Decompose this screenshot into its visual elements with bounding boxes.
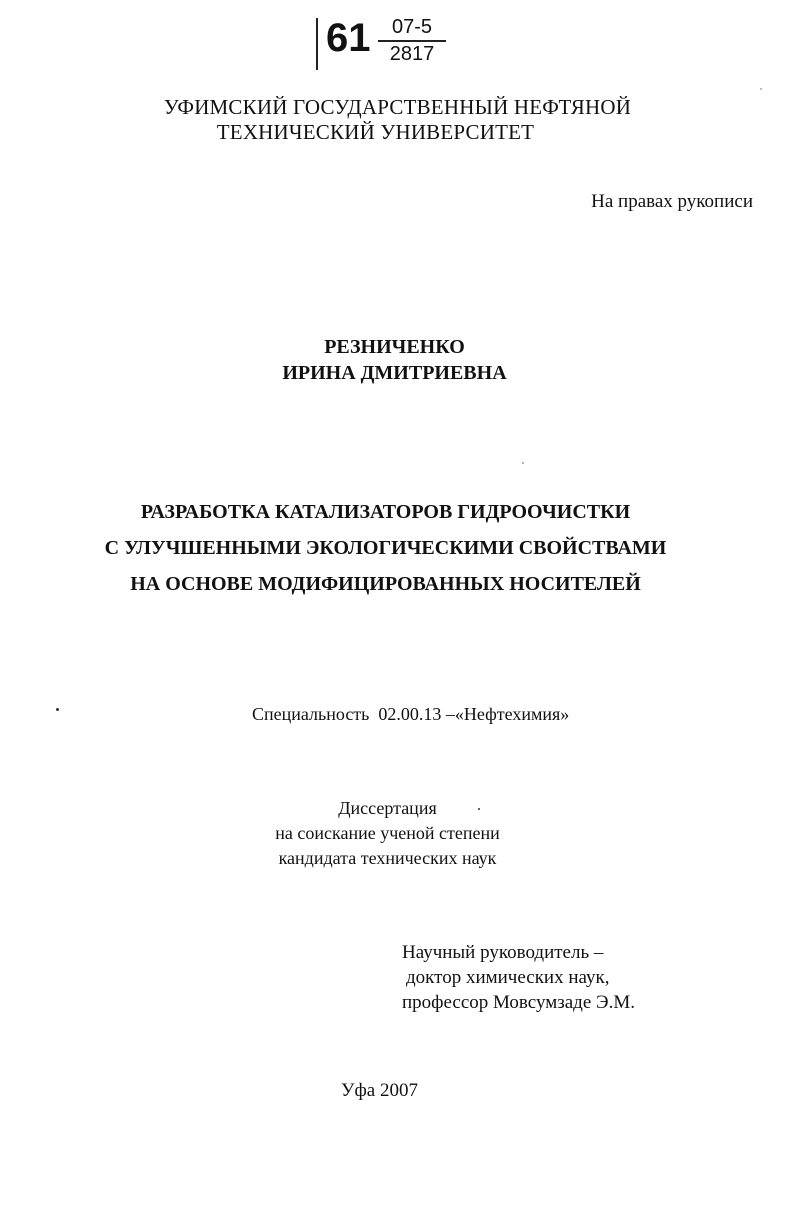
specialty: Специальность 02.00.13 –«Нефтехимия» xyxy=(252,704,570,724)
scan-speck xyxy=(478,808,480,810)
dissertation-title-line2: С УЛУЧШЕННЫМИ ЭКОЛОГИЧЕСКИМИ СВОЙСТВАМИ xyxy=(104,537,667,559)
advisor-line1: Научный руководитель – xyxy=(402,942,604,963)
scan-speck xyxy=(56,708,59,711)
degree-line2: кандидата технических наук xyxy=(278,848,497,868)
scan-speck xyxy=(760,88,762,90)
rights-note: На правах рукописи xyxy=(591,191,753,212)
author-given-names: ИРИНА ДМИТРИЕВНА xyxy=(282,362,507,384)
dissertation-title-line1: РАЗРАБОТКА КАТАЛИЗАТОРОВ ГИДРООЧИСТКИ xyxy=(140,501,631,523)
dissertation-title-line3: НА ОСНОВЕ МОДИФИЦИРОВАННЫХ НОСИТЕЛЕЙ xyxy=(130,573,641,595)
stamp-bar xyxy=(316,18,318,70)
dissertation-label: Диссертация xyxy=(338,798,437,818)
stamp-fraction-top: 07-5 xyxy=(378,16,446,42)
university-name-line2: ТЕХНИЧЕСКИЙ УНИВЕРСИТЕТ xyxy=(216,120,535,144)
degree-line1: на соискание ученой степени xyxy=(275,823,500,843)
university-name-line1: УФИМСКИЙ ГОСУДАРСТВЕННЫЙ НЕФТЯНОЙ xyxy=(163,95,632,119)
author-surname: РЕЗНИЧЕНКО xyxy=(324,336,465,358)
advisor-line3: профессор Мовсумзаде Э.М. xyxy=(402,992,635,1013)
city-year: Уфа 2007 xyxy=(341,1080,418,1101)
stamp-number: 61 xyxy=(326,16,371,60)
library-stamp xyxy=(316,14,456,72)
scan-speck xyxy=(522,462,524,464)
stamp-fraction xyxy=(378,16,446,65)
stamp-fraction-bottom: 2817 xyxy=(389,43,435,65)
advisor-line2: доктор химических наук, xyxy=(406,967,610,988)
